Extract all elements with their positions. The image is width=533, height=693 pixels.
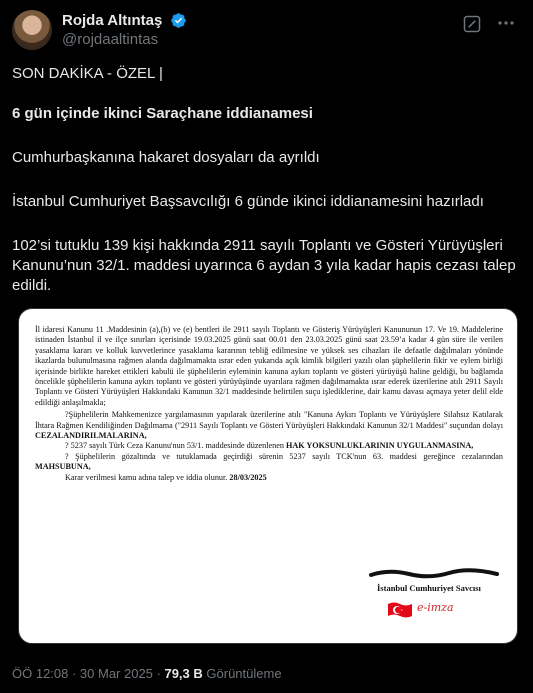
- document-paragraph-1: İl idaresi Kanunu 11 .Maddesinin (a),(b) ve (e) bentleri ile 2911 sayılı Toplantı ve Gösteriş Yürüyüşleri Kanununun 17. Ve 19. Maddelerine istinaden İstanbul il ve ilçe sınırları içerisinde 19.03.2025 günü saat 00.01 den 23.03.2025 günü saat 23.59’a kadar 4 gün süre ile verilen yasaklama kararı ve kolluk kuvvetlerince yasaklama kararının tebliğ edilmesine ve yüksek ses cihazları ile defaatle dağılmaları yönünde ikazlarda bulunulmasına rağmen alanda dağılmamakta ısrar eden yukarıda açık kimlik bilgileri yazılı olan şüphelilerin fikir ve eylem birliği içerisinde birlikte hareket ettikleri kabulü ile şüphelilerin eyleminin kanuna aykırı toplantı ve gösteri yürüyüşü haline geldiği, bu bağlamda öncelikle şüphelilerin kanuna aykırı toplantı ve gösteri yürüyüşünde uyarılara rağmen dağılmamakta ısrar ederek üzerilerine atılı 2911 Sayılı Toplantı ve Gösteri Yürüyüşleri Hakkındaki Kanunun 32/1 maddesinde belirtilen suçu işlediklerine, dair kamu davası açmaya yeter delil elde edildiği anlaşılmakla;: [35, 325, 503, 407]
- author-handle[interactable]: @rojdaaltintas: [62, 31, 159, 48]
- document-paragraph-4-bold: MAHSUBUNA,: [35, 462, 91, 472]
- turkish-flag-icon: [387, 601, 413, 619]
- document-paragraph-5: [35, 473, 503, 483]
- view-count: 79,3 B: [164, 666, 203, 681]
- document-paragraph-3-bold: HAK YOKSUNLUKLARININ UYGULANMASINA,: [285, 441, 474, 451]
- signature-block: [369, 567, 499, 637]
- tweet-meta: [12, 666, 282, 681]
- document-paragraph-4-text: ? Şüphelilerin gözaltında ve tutuklamada geçirdiği sürenin 5237 sayılı TCK'nun 63. maddesi gereğince cezalarından: [65, 451, 503, 461]
- document-paragraph-3: [35, 441, 503, 451]
- document-date: 28/03/2025: [229, 472, 267, 482]
- grok-icon[interactable]: [462, 14, 482, 34]
- document-text: [35, 325, 503, 483]
- document-paragraph-2-bold: CEZALANDIRILMALARINA,: [35, 431, 147, 441]
- tweet-paragraph-1: Cumhurbaşkanına hakaret dosyaları da ayrıldı: [12, 149, 320, 166]
- more-options-icon[interactable]: [496, 16, 516, 30]
- avatar[interactable]: [12, 10, 52, 50]
- e-signature-mark: e-imza: [417, 601, 454, 614]
- tweet-header: [12, 10, 521, 50]
- views-label: Görüntüleme: [202, 666, 282, 681]
- verified-badge-icon: [170, 12, 187, 29]
- timestamp[interactable]: ÖÖ 12:08 · 30 Mar 2025 ·: [12, 666, 165, 681]
- tweet-headline: 6 gün içinde ikinci Saraçhane iddianamesi: [12, 105, 313, 122]
- document-paragraph-2-text: ?Şüphelilerin Mahkemenizce yargılamasının yapılarak üzerilerine atılı "Kanuna Aykırı Toplantı ve Yürüyüşlere Silahsız Katılarak İhtara Rağmen Kendiliğinden Dağılmama ("2911 Sayılı Toplantı ve Gösteri Yürüyüşleri Hakkındaki Kanunun 32/1 Maddesi" suçundan dolayı: [35, 410, 503, 430]
- document-paragraph-4: [35, 452, 503, 473]
- tweet-paragraph-3: 102’si tutuklu 139 kişi hakkında 2911 sayılı Toplantı ve Gösteri Yürüyüşleri Kanunu’nun 32/1. maddesi uyarınca 6 aydan 3 yıla kadar hapis cezası talep edildi.: [12, 237, 516, 294]
- attached-document-image[interactable]: [18, 308, 518, 644]
- tweet-line-breaking: SON DAKİKA - ÖZEL |: [12, 65, 163, 82]
- document-paragraph-2: [35, 410, 503, 441]
- document-paragraph-3-text: ? 5237 sayılı Türk Ceza Kanunu'nun 53/1. maddesinde düzenlenen: [65, 441, 284, 451]
- document-paragraph-5-text: Karar verilmesi kamu adına talep ve iddia olunur.: [65, 472, 228, 482]
- tweet-paragraph-2: İstanbul Cumhuriyet Başsavcılığı 6 günde ikinci iddianamesini hazırladı: [12, 193, 484, 210]
- author-name[interactable]: Rojda Altıntaş: [62, 12, 163, 29]
- redacted-signature-icon: [369, 567, 499, 581]
- signature-label: İstanbul Cumhuriyet Savcısı: [377, 583, 481, 593]
